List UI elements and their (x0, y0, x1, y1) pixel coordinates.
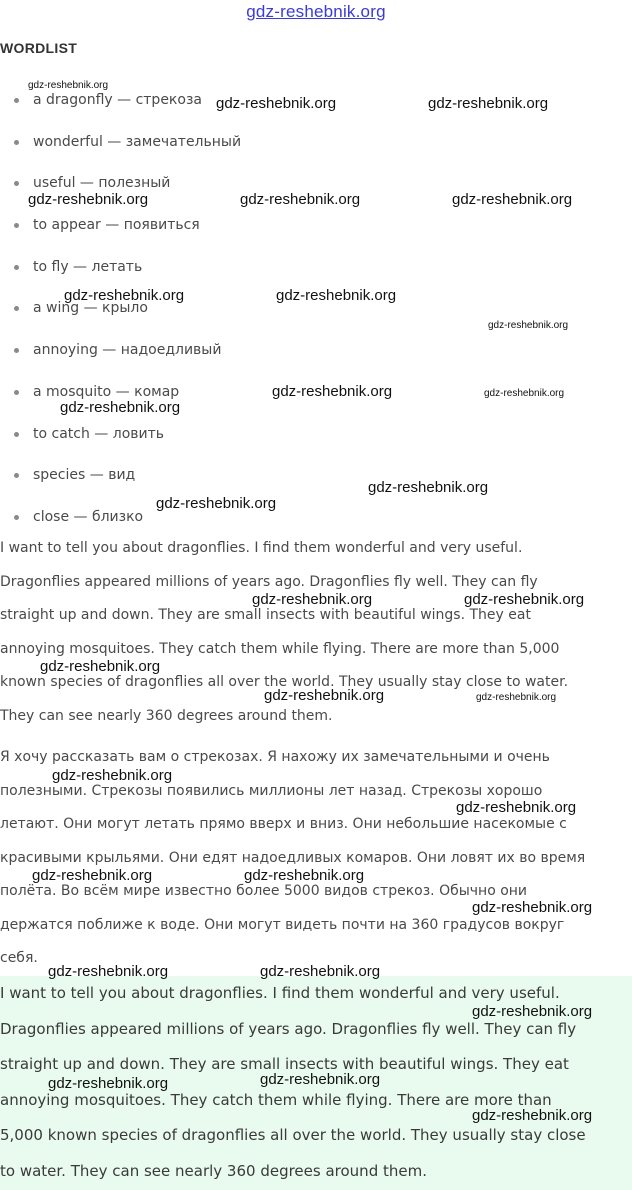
paragraph-line: держатся поближе к воде. Они могут видеть почти на 360 градусов вокруг (0, 916, 565, 933)
bullet-icon (14, 306, 19, 311)
paragraph-line: полёта. Во всём мире известно более 5000 видов стрекоз. Обычно они (0, 883, 528, 899)
paragraph-line: полезными. Стрекозы появились миллионы лет назад. Стрекозы хорошо (0, 782, 543, 799)
watermark: gdz-reshebnik.org (260, 1071, 381, 1088)
watermark: gdz-reshebnik.org (484, 388, 565, 399)
paragraph-line: красивыми крыльями. Они едят надоедливых комаров. Они ловят их во время (0, 849, 586, 866)
bullet-icon (14, 265, 19, 270)
watermark: gdz-reshebnik.org (52, 767, 173, 784)
paragraph-line: 5,000 known species of dragonflies all over the world. They usually stay close (0, 1126, 586, 1144)
paragraph-line: Dragonflies appeared millions of years ago. Dragonflies fly well. They can fly (0, 573, 538, 590)
paragraph-line: Dragonflies appeared millions of years ago. Dragonflies fly well. They can fly (0, 1019, 577, 1038)
watermark: gdz-reshebnik.org (244, 867, 365, 884)
paragraph-line: I want to tell you about dragonflies. I find them wonderful and very useful. (0, 984, 560, 1002)
paragraph-line: Я хочу рассказать вам о стрекозах. Я нахожу их замечательными и очень (0, 749, 550, 765)
watermark: gdz-reshebnik.org (40, 658, 161, 675)
english-paragraph (0, 532, 632, 733)
wordlist-item: to appear — появиться (14, 214, 200, 236)
paragraph-line: to water. They can see nearly 360 degrees around them. (0, 1161, 427, 1180)
bullet-icon (14, 181, 19, 186)
watermark: gdz-reshebnik.org (452, 191, 573, 208)
paragraph-line: known species of dragonflies all over the world. They usually stay close to water. (0, 674, 569, 690)
watermark: gdz-reshebnik.org (488, 320, 569, 331)
watermark: gdz-reshebnik.org (28, 80, 109, 91)
watermark: gdz-reshebnik.org (368, 479, 489, 496)
watermark: gdz-reshebnik.org (252, 591, 373, 608)
highlighted-paragraph (0, 976, 632, 1189)
watermark: gdz-reshebnik.org (48, 963, 169, 980)
wordlist-item: annoying — надоедливый (14, 339, 221, 361)
bullet-icon (14, 140, 19, 145)
wordlist-item: a dragonfly — стрекоза (14, 89, 202, 111)
wordlist-item: useful — полезный (14, 172, 170, 194)
bullet-icon (14, 98, 19, 103)
watermark: gdz-reshebnik.org (472, 1107, 593, 1124)
wordlist-item: close — близко (14, 506, 143, 528)
wordlist-item: wonderful — замечательный (14, 131, 241, 153)
watermark: gdz-reshebnik.org (156, 495, 277, 512)
wordlist-item: to catch — ловить (14, 423, 164, 445)
paragraph-line: летают. Они могут летать прямо вверх и вниз. Они небольшие насекомые с (0, 816, 567, 832)
bullet-icon (14, 432, 19, 437)
watermark: gdz-reshebnik.org (464, 591, 585, 608)
watermark: gdz-reshebnik.org (428, 95, 549, 112)
paragraph-line: They can see nearly 360 degrees around them. (0, 707, 333, 724)
watermark: gdz-reshebnik.org (32, 867, 153, 884)
watermark: gdz-reshebnik.org (472, 1003, 593, 1020)
watermark: gdz-reshebnik.org (48, 1075, 169, 1092)
bullet-icon (14, 515, 19, 520)
bullet-icon (14, 473, 19, 478)
watermark: gdz-reshebnik.org (476, 692, 557, 703)
watermark: gdz-reshebnik.org (456, 799, 577, 816)
watermark: gdz-reshebnik.org (472, 899, 593, 916)
watermark: gdz-reshebnik.org (60, 399, 181, 416)
watermark: gdz-reshebnik.org (264, 687, 385, 704)
paragraph-line: себя. (0, 950, 38, 966)
watermark: gdz-reshebnik.org (240, 191, 361, 208)
paragraph-line: I want to tell you about dragonflies. I find them wonderful and very useful. (0, 540, 523, 556)
watermark: gdz-reshebnik.org (28, 191, 149, 208)
wordlist-title: WORDLIST (0, 40, 78, 56)
paragraph-line: annoying mosquitoes. They catch them while flying. There are more than (0, 1090, 552, 1109)
watermark: gdz-reshebnik.org (64, 287, 185, 304)
bullet-icon (14, 223, 19, 228)
watermark: gdz-reshebnik.org (272, 383, 393, 400)
watermark: gdz-reshebnik.org (216, 95, 337, 112)
wordlist-item: a mosquito — комар (14, 381, 179, 403)
russian-paragraph (0, 741, 632, 976)
bullet-icon (14, 390, 19, 395)
watermark: gdz-reshebnik.org (276, 287, 397, 304)
paragraph-line: straight up and down. They are small insects with beautiful wings. They eat (0, 607, 531, 623)
paragraph-line: annoying mosquitoes. They catch them while flying. There are more than 5,000 (0, 640, 560, 657)
site-header-link[interactable]: gdz-reshebnik.org (246, 2, 386, 21)
watermark: gdz-reshebnik.org (260, 963, 381, 980)
bullet-icon (14, 348, 19, 353)
wordlist-item: a wing — крыло (14, 297, 148, 319)
wordlist-item: species — вид (14, 464, 135, 486)
wordlist-item: to fly — летать (14, 256, 142, 278)
paragraph-line: straight up and down. They are small insects with beautiful wings. They eat (0, 1055, 569, 1073)
